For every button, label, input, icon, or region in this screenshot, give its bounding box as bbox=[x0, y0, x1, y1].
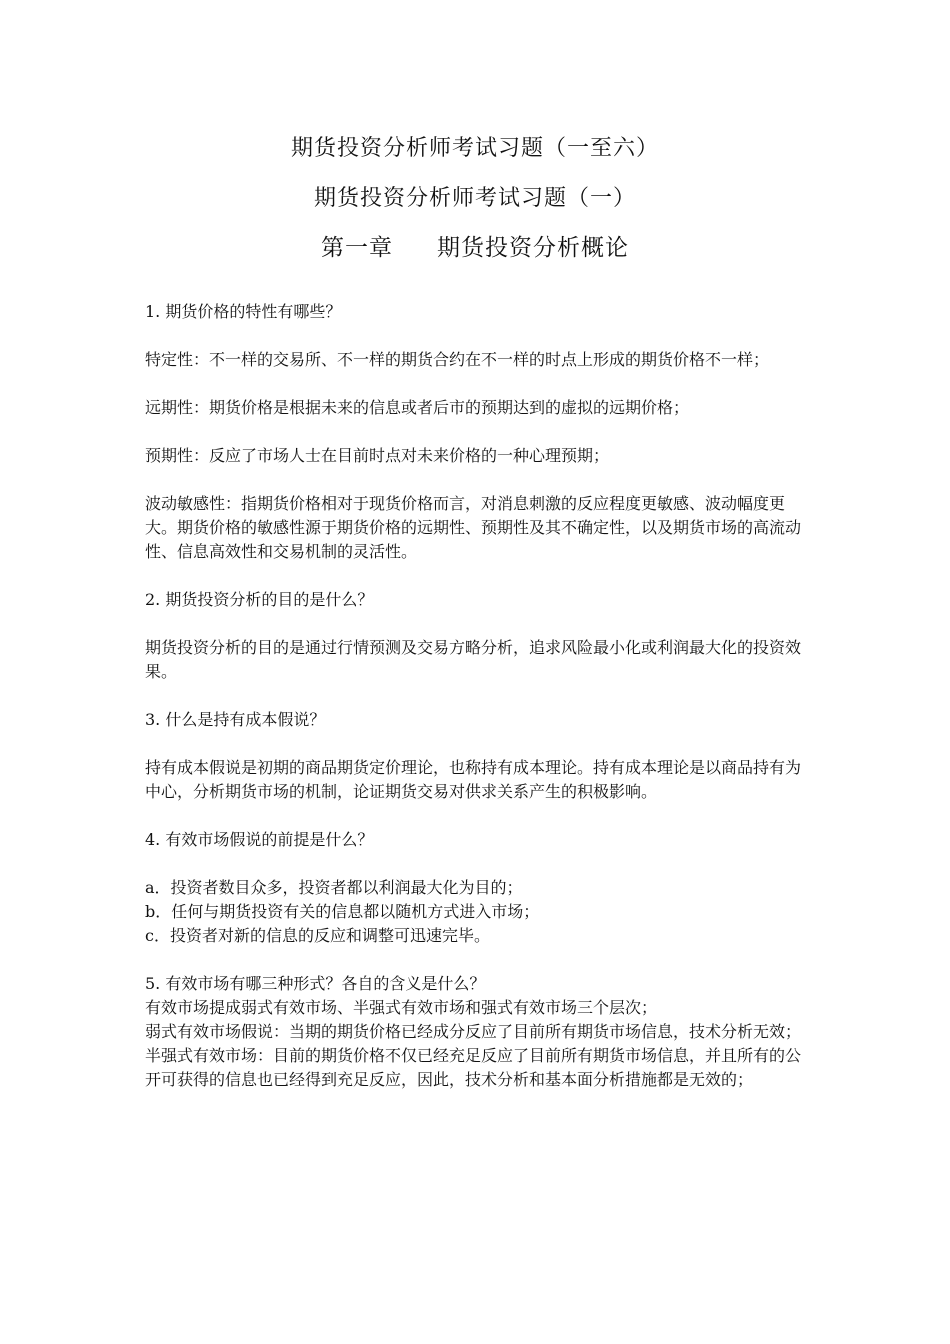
answer-paragraph: 波动敏感性：指期货价格相对于现货价格而言，对消息刺激的反应程度更敏感、波动幅度更大。期货价格的敏感性源于期货价格的远期性、预期性及其不确定性，以及期货市场的高流动性、信息高效性和交易机制的灵活性。 bbox=[145, 494, 802, 561]
list-item: b．任何与期货投资有关的信息都以随机方式进入市场； bbox=[145, 902, 540, 921]
question-1: 1. 期货价格的特性有哪些？ bbox=[145, 302, 342, 321]
question-2: 2. 期货投资分析的目的是什么？ bbox=[145, 590, 374, 609]
document-subtitle: 期货投资分析师考试习题（一） bbox=[313, 186, 636, 211]
question-3: 3. 什么是持有成本假说？ bbox=[145, 710, 326, 729]
answer-paragraph: 弱式有效市场假说：当期的期货价格已经成分反应了目前所有期货市场信息，技术分析无效； bbox=[145, 1022, 802, 1041]
chapter-title: 期货投资分析概论 bbox=[437, 235, 629, 261]
answer-paragraph: 半强式有效市场：目前的期货价格不仅已经充足反应了目前所有期货市场信息，并且所有的公开可获得的信息也已经得到充足反应，因此，技术分析和基本面分析措施都是无效的； bbox=[145, 1046, 802, 1089]
document-body bbox=[145, 300, 815, 1092]
answer-paragraph: 预期性：反应了市场人士在目前时点对未来价格的一种心理预期； bbox=[145, 446, 610, 465]
chapter-heading bbox=[0, 233, 950, 263]
question-4: 4. 有效市场假说的前提是什么？ bbox=[145, 830, 374, 849]
answer-paragraph: 远期性：期货价格是根据未来的信息或者后市的预期达到的虚拟的远期价格； bbox=[145, 398, 690, 417]
list-item: c．投资者对新的信息的反应和调整可迅速完毕。 bbox=[145, 926, 490, 945]
document-main-title: 期货投资分析师考试习题（一至六） bbox=[290, 136, 659, 161]
answer-paragraph: 特定性：不一样的交易所、不一样的期货合约在不一样的时点上形成的期货价格不一样； bbox=[145, 350, 770, 369]
chapter-number: 第一章 bbox=[321, 235, 393, 261]
question-5: 5. 有效市场有哪三种形式？各自的含义是什么？ bbox=[145, 974, 486, 993]
answer-paragraph: 有效市场提成弱式有效市场、半强式有效市场和强式有效市场三个层次； bbox=[145, 998, 658, 1017]
answer-paragraph: 持有成本假说是初期的商品期货定价理论，也称持有成本理论。持有成本理论是以商品持有为中心，分析期货市场的机制，论证期货交易对供求关系产生的积极影响。 bbox=[145, 758, 802, 801]
list-item: a．投资者数目众多，投资者都以利润最大化为目的； bbox=[145, 878, 523, 897]
answer-paragraph: 期货投资分析的目的是通过行情预测及交易方略分析，追求风险最小化或利润最大化的投资效果。 bbox=[145, 638, 802, 681]
